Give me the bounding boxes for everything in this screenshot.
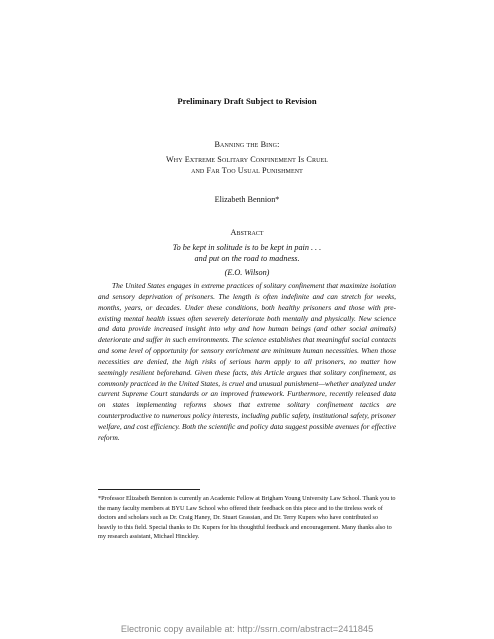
epigraph-line-2: and put on the road to madness. [194, 254, 300, 263]
epigraph-line-1: To be kept in solitude is to be kept in pain . . . [172, 243, 322, 252]
draft-notice: Preliminary Draft Subject to Revision [177, 96, 317, 106]
title-line-2: Why Extreme Solitary Confinement Is Cruel [165, 155, 329, 164]
footnote-divider [98, 489, 200, 490]
author-name: Elizabeth Bennion* [214, 195, 280, 204]
ssrn-footer-link[interactable]: Electronic copy available at: http://ssrn.com/abstract=2411845 [120, 624, 374, 634]
title-line-3: and Far Too Usual Punishment [191, 166, 303, 175]
epigraph-attribution: (E.O. Wilson) [224, 268, 270, 277]
abstract-body: The United States engages in extreme practices of solitary confinement that maximize isolation and sensory deprivation of prisoners. The length is often indefinite and can stretch for weeks, months, years, or decades. Under these conditions, both healthy prisoners and those with pre-existing mental health issues often severely deteriorate both mentally and physically. New science and data provide increased insight into why and how human beings (and other social animals) deteriorate and suffer in such environments. The science establishes that meaningful social contacts and some level of opportunity for sensory enrichment are minimum human necessities. When those necessities are denied, the high risks of serious harm apply to all prisoners, no matter how seemingly resilient beforehand. Given these facts, this Article argues that solitary confinement, as commonly practiced in the United States, is cruel and unusual punishment—whether analyzed under current Supreme Court standards or an improved framework. Furthermore, recently released data on states implementing reforms shows that extreme solitary confinement tactics are counterproductive to numerous policy interests, including public safety, institutional safety, prisoner welfare, and cost efficiency. Both the scientific and policy data suggest possible avenues for effective reform. [98, 281, 396, 442]
author-footnote: *Professor Elizabeth Bennion is currently an Academic Fellow at Brigham Young University Law School. Thank you to the many faculty members at BYU Law School who offered their feedback on this piece and to the tireless work of doctors and scholars such as Dr. Craig Haney, Dr. Stuart Grassian, and Dr. Terry Kupers who have contributed so heavily to this field. Special thanks to Dr. Kupers for his thoughtful feedback and encouragement. Many thanks also to my research assistant, Michael Hinckley. [98, 495, 396, 541]
title-line-1: Banning the Bing: [214, 140, 280, 149]
abstract-heading: Abstract [230, 228, 264, 237]
